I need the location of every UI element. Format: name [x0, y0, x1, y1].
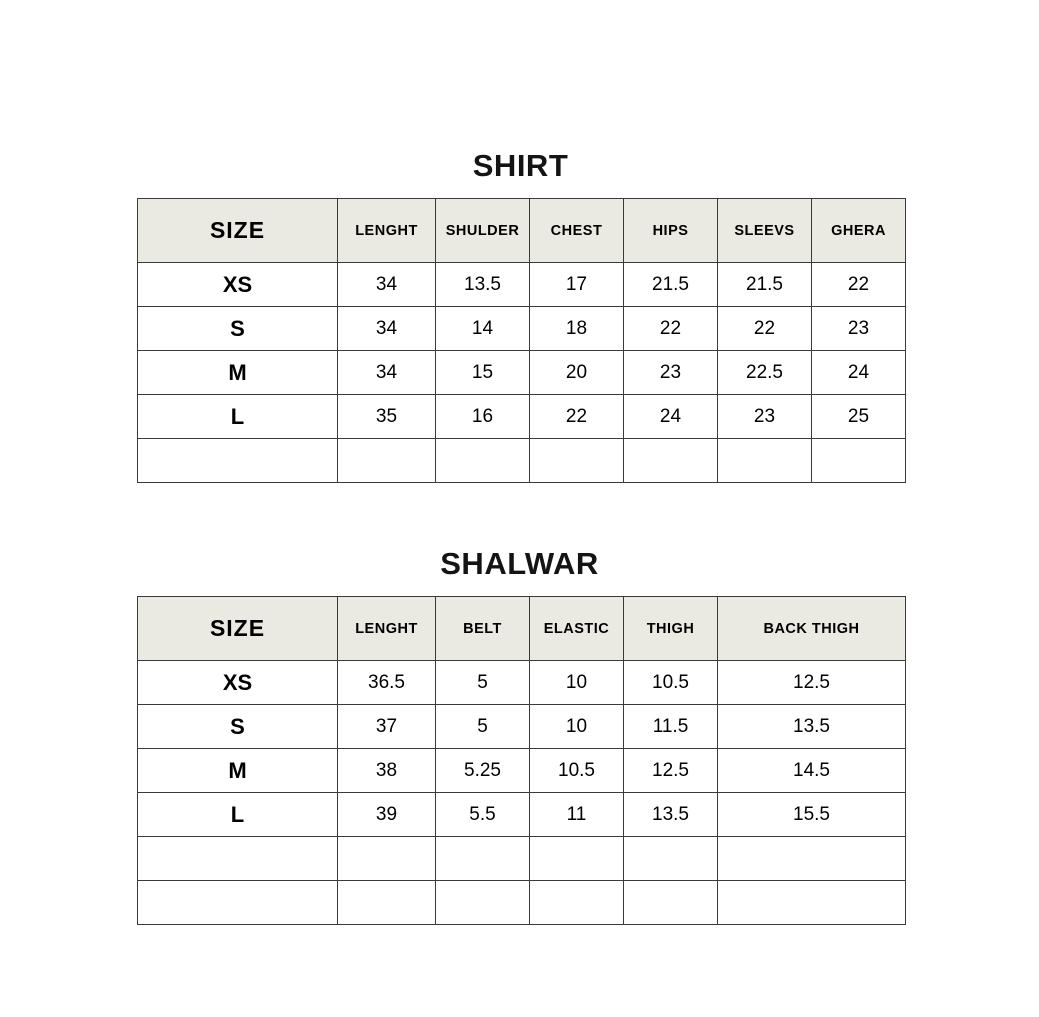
table-row: [138, 395, 906, 439]
column-header-hips: HIPS: [624, 199, 718, 263]
row-size-label: S: [138, 307, 338, 351]
cell-ghera: 23: [812, 307, 906, 351]
shirt-size-section: [0, 148, 1039, 429]
empty-cell: [436, 439, 530, 483]
cell-belt: 5.5: [436, 793, 530, 837]
cell-back-thigh: 14.5: [718, 749, 906, 793]
empty-cell: [138, 837, 338, 881]
column-header-size: SIZE: [138, 199, 338, 263]
table-row: [138, 661, 906, 705]
empty-cell: [718, 837, 906, 881]
cell-chest: 18: [530, 307, 624, 351]
cell-lenght: 34: [338, 263, 436, 307]
cell-lenght: 34: [338, 351, 436, 395]
cell-back-thigh: 13.5: [718, 705, 906, 749]
cell-sleevs: 22.5: [718, 351, 812, 395]
empty-cell: [338, 837, 436, 881]
cell-shulder: 16: [436, 395, 530, 439]
cell-lenght: 34: [338, 307, 436, 351]
cell-thigh: 11.5: [624, 705, 718, 749]
cell-lenght: 36.5: [338, 661, 436, 705]
column-header-thigh: THIGH: [624, 597, 718, 661]
cell-chest: 20: [530, 351, 624, 395]
cell-lenght: 39: [338, 793, 436, 837]
table-row: [138, 307, 906, 351]
shirt-title: SHIRT: [472, 148, 569, 183]
cell-thigh: 13.5: [624, 793, 718, 837]
empty-cell: [718, 439, 812, 483]
column-header-ghera: GHERA: [812, 199, 906, 263]
table-row-empty: [138, 439, 906, 483]
shalwar-size-section: [0, 546, 1039, 827]
cell-shulder: 15: [436, 351, 530, 395]
cell-thigh: 10.5: [624, 661, 718, 705]
cell-hips: 24: [624, 395, 718, 439]
empty-cell: [624, 439, 718, 483]
empty-cell: [530, 881, 624, 925]
cell-shulder: 13.5: [436, 263, 530, 307]
cell-sleevs: 22: [718, 307, 812, 351]
empty-cell: [624, 837, 718, 881]
row-size-label: M: [138, 749, 338, 793]
column-header-belt: BELT: [436, 597, 530, 661]
cell-lenght: 35: [338, 395, 436, 439]
table-row: [138, 263, 906, 307]
table-header-row: [138, 597, 906, 661]
empty-cell: [530, 439, 624, 483]
cell-elastic: 10: [530, 705, 624, 749]
cell-chest: 22: [530, 395, 624, 439]
cell-back-thigh: 15.5: [718, 793, 906, 837]
cell-hips: 22: [624, 307, 718, 351]
row-size-label: XS: [138, 661, 338, 705]
table-row: [138, 705, 906, 749]
cell-elastic: 11: [530, 793, 624, 837]
column-header-lenght: LENGHT: [338, 597, 436, 661]
table-header-row: [138, 199, 906, 263]
empty-cell: [338, 881, 436, 925]
cell-lenght: 38: [338, 749, 436, 793]
cell-shulder: 14: [436, 307, 530, 351]
empty-cell: [530, 837, 624, 881]
cell-lenght: 37: [338, 705, 436, 749]
cell-chest: 17: [530, 263, 624, 307]
column-header-chest: CHEST: [530, 199, 624, 263]
cell-ghera: 22: [812, 263, 906, 307]
column-header-shulder: SHULDER: [436, 199, 530, 263]
cell-elastic: 10.5: [530, 749, 624, 793]
table-row: [138, 749, 906, 793]
empty-cell: [338, 439, 436, 483]
shalwar-size-table: [137, 596, 906, 925]
shalwar-title: SHALWAR: [440, 546, 599, 581]
column-header-size: SIZE: [138, 597, 338, 661]
column-header-sleevs: SLEEVS: [718, 199, 812, 263]
column-header-back-thigh: BACK THIGH: [718, 597, 906, 661]
cell-ghera: 25: [812, 395, 906, 439]
table-row: [138, 351, 906, 395]
column-header-lenght: LENGHT: [338, 199, 436, 263]
cell-belt: 5: [436, 705, 530, 749]
cell-thigh: 12.5: [624, 749, 718, 793]
table-row: [138, 793, 906, 837]
cell-belt: 5.25: [436, 749, 530, 793]
row-size-label: L: [138, 395, 338, 439]
cell-hips: 23: [624, 351, 718, 395]
table-row-empty: [138, 837, 906, 881]
cell-hips: 21.5: [624, 263, 718, 307]
cell-elastic: 10: [530, 661, 624, 705]
empty-cell: [436, 837, 530, 881]
empty-cell: [812, 439, 906, 483]
shirt-size-table: [137, 198, 906, 483]
empty-cell: [624, 881, 718, 925]
row-size-label: L: [138, 793, 338, 837]
cell-belt: 5: [436, 661, 530, 705]
cell-ghera: 24: [812, 351, 906, 395]
row-size-label: M: [138, 351, 338, 395]
empty-cell: [138, 881, 338, 925]
cell-back-thigh: 12.5: [718, 661, 906, 705]
empty-cell: [436, 881, 530, 925]
cell-sleevs: 21.5: [718, 263, 812, 307]
empty-cell: [138, 439, 338, 483]
table-row-empty: [138, 881, 906, 925]
empty-cell: [718, 881, 906, 925]
row-size-label: XS: [138, 263, 338, 307]
row-size-label: S: [138, 705, 338, 749]
cell-sleevs: 23: [718, 395, 812, 439]
column-header-elastic: ELASTIC: [530, 597, 624, 661]
